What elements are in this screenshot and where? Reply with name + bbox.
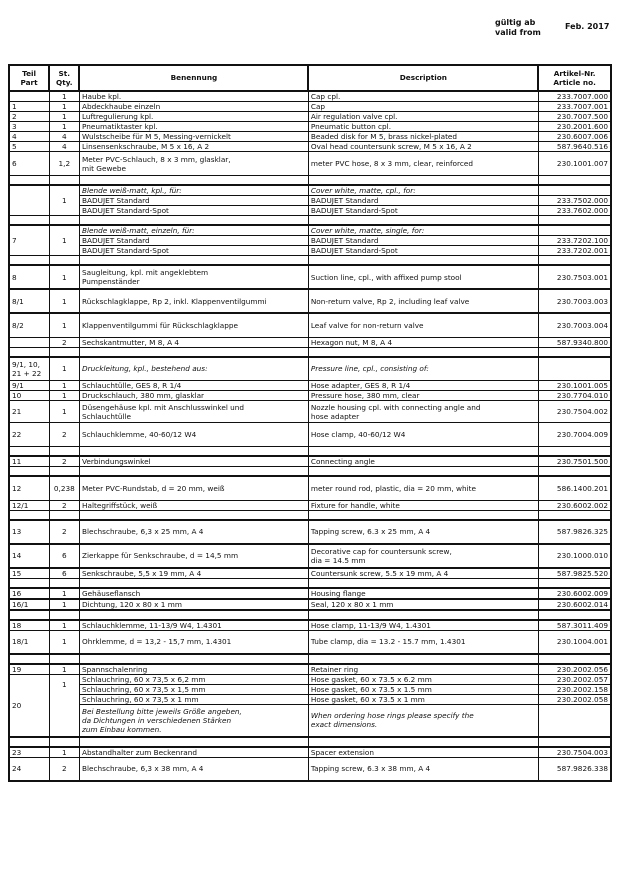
table-row: 9/1 1 Schlauchtülle, GES 8, R 1/4 Hose adapter, GES 8, R 1/4 230.1001.005 [9,381,611,391]
table-row: BADUJET Standard-Spot BADUJET Standard-Spot 233.7202.001 [9,246,611,256]
spacer-row [9,578,611,588]
table-row: BADUJET Standard BADUJET Standard 233.7202.100 [9,236,611,246]
table-row: 20 1 Schlauchring, 60 x 73,5 x 6,2 mm Hose gasket, 60 x 73.5 x 6.2 mm 230.2002.057 [9,675,611,685]
table-row: 22 2 Schlauchklemme, 40-60/12 W4 Hose clamp, 40-60/12 W4 230.7004.009 [9,423,611,447]
table-row: BADUJET Standard-Spot BADUJET Standard-Spot 233.7602.000 [9,206,611,216]
table-row: Schlauchring, 60 x 73,5 x 1,5 mm Hose gasket, 60 x 73.5 x 1.5 mm 230.2002.158 [9,685,611,695]
spacer-row [9,256,611,266]
table-row: 1 1 Abdeckhaube einzeln Cap 233.7007.001 [9,102,611,112]
table-row: 12 0,238 Meter PVC-Rundstab, d = 20 mm, weiß meter round rod, plastic, dia = 20 mm, white 586.1400.201 [9,476,611,500]
table-row: 5 4 Linsensenkschraube, M 5 x 16, A 2 Oval head countersunk screw, M 5 x 16, A 2 587.9640.516 [9,142,611,152]
table-row: 11 2 Verbindungswinkel Connecting angle 230.7501.500 [9,456,611,467]
table-row: 23 1 Abstandhalter zum Beckenrand Spacer extension 230.7504.003 [9,747,611,758]
table-row: 9/1, 10, 21 + 22 1 Druckleitung, kpl., bestehend aus: Pressure line, cpl., consisting of: [9,357,611,381]
table-row: 1 Blende weiß-matt, kpl., für: Cover white, matte, cpl., for: [9,185,611,196]
spacer-row [9,510,611,520]
table-row: 18/1 1 Ohrklemme, d = 13,2 - 15,7 mm, 1.4301 Tube clamp, dia = 13.2 - 15.7 mm, 1.4301 230.1004.001 [9,630,611,654]
col-article: Artikel-Nr. Article no. [538,65,611,91]
spacer-row [9,654,611,664]
table-row: 19 1 Spannschalenring Retainer ring 230.2002.056 [9,664,611,675]
table-row: 8/1 1 Rückschlagklappe, Rp 2, inkl. Klappenventilgummi Non-return valve, Rp 2, including leaf valve 230.7003.003 [9,289,611,313]
table-row: 24 2 Blechschraube, 6,3 x 38 mm, A 4 Tapping screw, 6.3 x 38 mm, A 4 587.9826.338 [9,757,611,781]
table-row: 14 6 Zierkappe für Senkschraube, d = 14,5 mm Decorative cap for countersunk screw, dia = 14.5 mm 230.1000.010 [9,544,611,568]
table-row: 7 1 Blende weiß-matt, einzeln, für: Cover white, matte, single, for: [9,225,611,236]
table-row: 12/1 2 Haltegriffstück, weiß Fixture for handle, white 230.6002.002 [9,500,611,510]
table-row: 16 1 Gehäuseflansch Housing flange 230.6002.009 [9,588,611,599]
table-row: 10 1 Druckschlauch, 380 mm, glasklar Pressure hose, 380 mm, clear 230.7704.010 [9,391,611,401]
spacer-row [9,347,611,357]
table-row: BADUJET Standard BADUJET Standard 233.7502.000 [9,196,611,206]
table-row: 2 1 Luftregulierung kpl. Air regulation valve cpl. 230.7007.500 [9,112,611,122]
table-row: 18 1 Schlauchklemme, 11-13/9 W4, 1.4301 Hose clamp, 11-13/9 W4, 1.4301 587.3011.409 [9,620,611,631]
table-row: 15 6 Senkschraube, 5,5 x 19 mm, A 4 Countersunk screw, 5.5 x 19 mm, A 4 587.9825.520 [9,568,611,579]
col-name: Benennung [79,65,308,91]
parts-table [8,64,612,782]
table-row: 1 Haube kpl. Cap cpl. 233.7007.000 [9,91,611,102]
table-row: Bei Bestellung bitte jeweils Größe angeben, da Dichtungen in verschiedenen Stärken zum Einbau kommen. When ordering hose rings please specify the exact dimensions. [9,705,611,737]
spacer-row [9,610,611,620]
spacer-row [9,447,611,457]
table-header [9,65,611,91]
table-row: 13 2 Blechschraube, 6,3 x 25 mm, A 4 Tapping screw, 6.3 x 25 mm, A 4 587.9826.325 [9,520,611,544]
table-row: Schlauchring, 60 x 73,5 x 1 mm Hose gasket, 60 x 73.5 x 1 mm 230.2002.058 [9,695,611,705]
valid-date: Feb. 2017 [565,22,610,31]
spacer-row [9,176,611,186]
table-row: 8/2 1 Klappenventilgummi für Rückschlagklappe Leaf valve for non-return valve 230.7003.004 [9,313,611,337]
spacer-row [9,216,611,226]
table-row: 16/1 1 Dichtung, 120 x 80 x 1 mm Seal, 120 x 80 x 1 mm 230.6002.014 [9,599,611,610]
col-qty: St. Qty. [49,65,79,91]
table-row: 6 1,2 Meter PVC-Schlauch, 8 x 3 mm, glasklar, mit Gewebe meter PVC hose, 8 x 3 mm, clear, reinforced 230.1001.007 [9,152,611,176]
col-part: Teil Part [9,65,49,91]
spacer-row [9,467,611,477]
table-row: 21 1 Düsengehäuse kpl. mit Anschlusswinkel und Schlauchtülle Nozzle housing cpl. with connecting angle and hose adapter 230.7504.002 [9,401,611,423]
valid-from-label: gültig ab valid from [495,18,541,37]
col-desc: Description [308,65,538,91]
table-row: 3 1 Pneumatiktaster kpl. Pneumatic button cpl. 230.2001.600 [9,122,611,132]
table-row: 4 4 Wulstscheibe für M 5, Messing-vernickelt Beaded disk for M 5, brass nickel-plated 230.6007.006 [9,132,611,142]
table-row: 2 Sechskantmutter, M 8, A 4 Hexagon nut, M 8, A 4 587.9340.800 [9,337,611,347]
spacer-row [9,737,611,747]
table-row: 8 1 Saugleitung, kpl. mit angeklebtem Pumpenständer Suction line, cpl., with affixed pump stool 230.7503.001 [9,265,611,289]
